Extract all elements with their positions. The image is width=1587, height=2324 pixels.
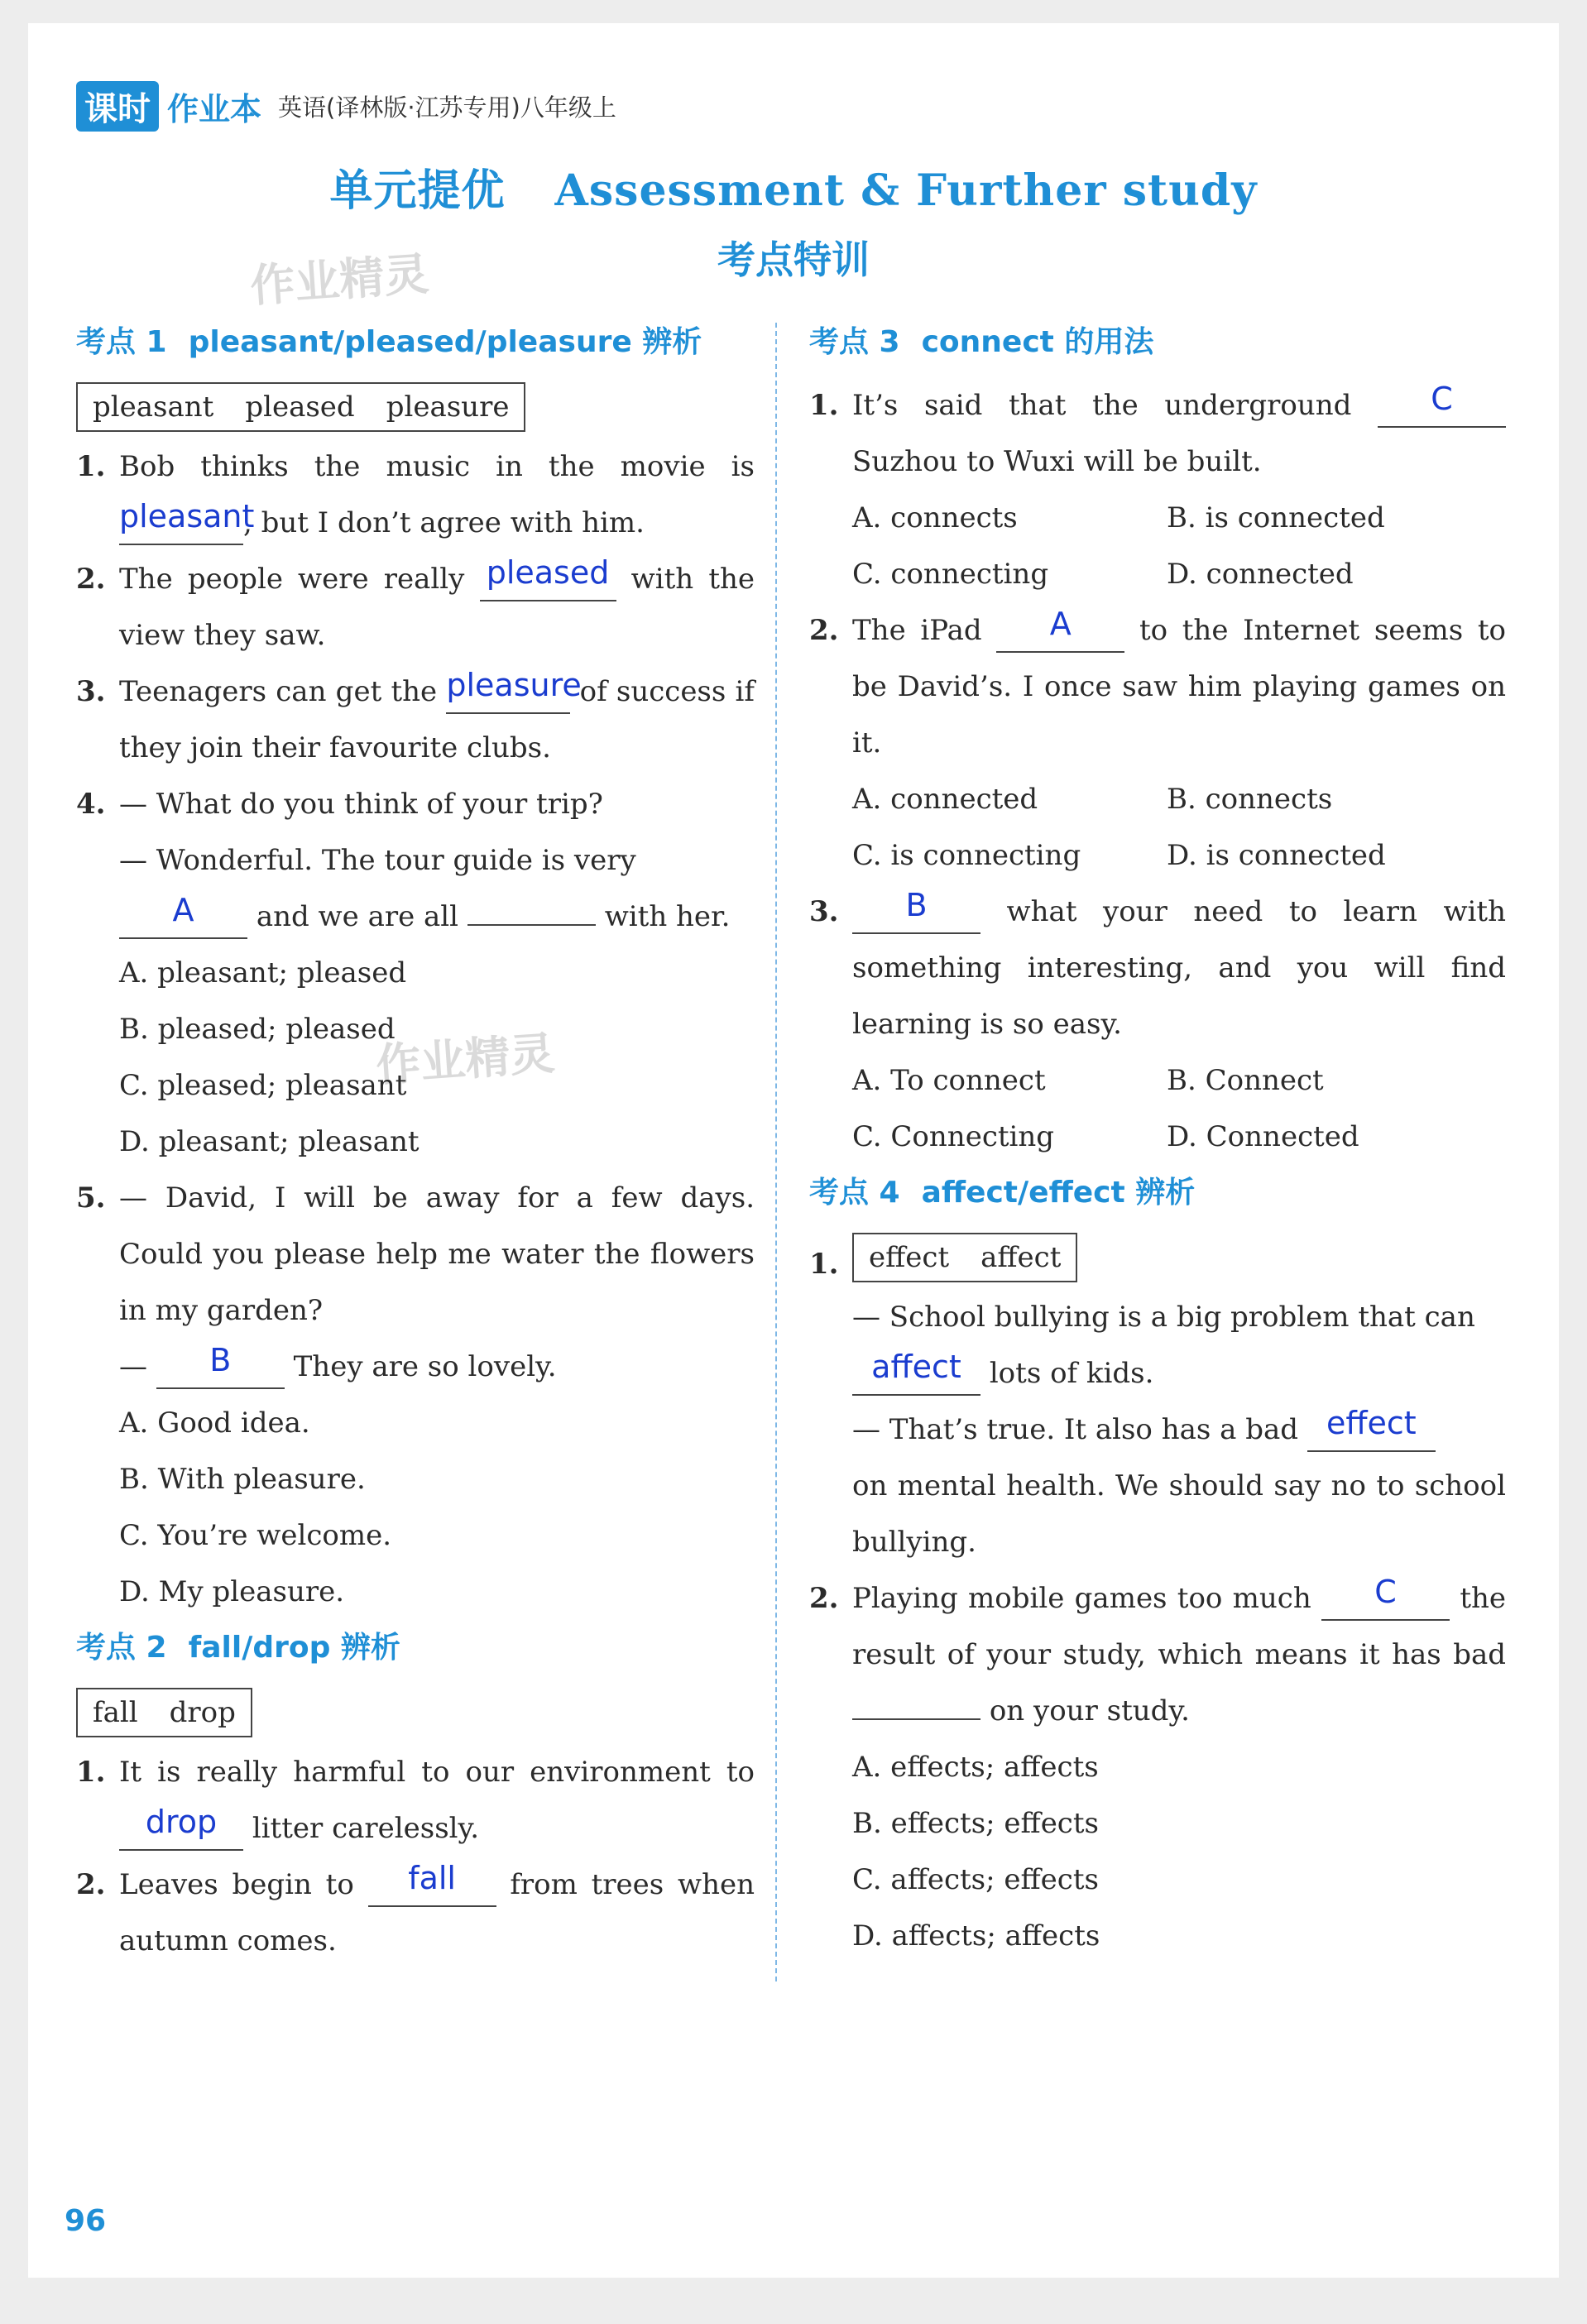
- question: 2. The iPad A to the Internet seems to be David’s. I once saw him playing games on it.: [809, 606, 1507, 759]
- watermark: 作业精灵: [248, 247, 431, 313]
- answer-blank[interactable]: pleased: [480, 557, 616, 601]
- options-row: [809, 490, 1506, 546]
- right-column: [809, 314, 1506, 1964]
- section-heading: 考点 4 affect/effect 辨析: [809, 1176, 1196, 1210]
- question: 3. B what your need to learn with something interesting, and you will find learning is so easy.: [809, 887, 1506, 1041]
- question-line: — Wonderful. The tour guide is very: [119, 844, 636, 877]
- option[interactable]: D. affects; affects: [852, 1919, 1100, 1953]
- section-heading: 考点 2 fall/drop 辨析: [76, 1631, 400, 1665]
- option[interactable]: A. connected: [852, 783, 1038, 816]
- option[interactable]: B. effects; effects: [852, 1807, 1099, 1840]
- question: 3. Teenagers can get the pleasure of success if they join their favourite clubs.: [76, 667, 755, 764]
- option[interactable]: C. Connecting: [852, 1120, 1055, 1153]
- question: 1. effect affect: [809, 1221, 1506, 1289]
- option[interactable]: C. affects; effects: [852, 1863, 1099, 1896]
- word-box: fall drop: [76, 1688, 252, 1737]
- title-en: Assessment & Further study: [554, 165, 1258, 216]
- options-row: [809, 771, 1506, 827]
- column-divider: [775, 323, 777, 1981]
- watermark: 作业精灵: [374, 1027, 557, 1092]
- option[interactable]: C. connecting: [852, 558, 1049, 591]
- brand-book: 作业本: [167, 91, 262, 127]
- answer-blank[interactable]: affect: [852, 1351, 980, 1396]
- option[interactable]: D. pleasant; pleasant: [119, 1125, 420, 1158]
- word-box: pleasant pleased pleasure: [76, 382, 525, 432]
- page-number: 96: [65, 2204, 107, 2238]
- page-title: [28, 156, 1559, 218]
- question-line: affect lots of kids.: [809, 1345, 1506, 1402]
- options-row: [809, 1052, 1506, 1109]
- answer-blank[interactable]: C: [1378, 383, 1506, 428]
- option[interactable]: A. To connect: [852, 1064, 1046, 1097]
- left-column: [76, 314, 755, 1969]
- option[interactable]: B. is connected: [1167, 501, 1385, 534]
- option[interactable]: A. connects: [852, 501, 1018, 534]
- answer-blank[interactable]: A: [996, 608, 1124, 653]
- question-line: — B They are so lovely.: [76, 1339, 755, 1395]
- question: 4. — What do you think of your trip?: [76, 788, 603, 821]
- option[interactable]: B. connects: [1167, 783, 1333, 816]
- option[interactable]: B. Connect: [1167, 1064, 1324, 1097]
- word-box: effect affect: [852, 1233, 1077, 1282]
- option[interactable]: C. pleased; pleasant: [119, 1069, 407, 1102]
- option[interactable]: A. Good idea.: [119, 1406, 310, 1440]
- options-row: [809, 1109, 1506, 1165]
- option[interactable]: D. Connected: [1167, 1120, 1359, 1153]
- question: 5. — David, I will be away for a few days. Could you please help me water the flowers in my garden?: [76, 1181, 755, 1327]
- question-line: — That’s true. It also has a bad effect: [809, 1402, 1506, 1458]
- options-row: [809, 827, 1506, 884]
- answer-blank[interactable]: pleasant: [119, 501, 243, 545]
- answer-blank[interactable]: effect: [1307, 1407, 1436, 1452]
- answer-blank[interactable]: [852, 1718, 980, 1720]
- question: 2. The people were really pleased with the view they saw.: [76, 554, 755, 652]
- question-line: A and we are all with her.: [76, 889, 755, 945]
- course-name: 英语(译林版·江苏专用)八年级上: [278, 93, 616, 122]
- question: 2. Playing mobile games too much C the result of your study, which means it has bad on your study.: [809, 1574, 1506, 1727]
- header-brand: [76, 81, 616, 132]
- page-subtitle: 考点特训: [717, 237, 870, 282]
- option[interactable]: B. pleased; pleased: [119, 1013, 396, 1046]
- section-heading: 考点 1 pleasant/pleased/pleasure 辨析: [76, 325, 702, 359]
- question: 1. It is really harmful to our environment to drop litter carelessly.: [76, 1744, 755, 1857]
- question: 2. Leaves begin to fall from trees when autumn comes.: [76, 1860, 755, 1957]
- workbook-page: [28, 23, 1559, 2278]
- option[interactable]: A. effects; affects: [852, 1751, 1099, 1784]
- question-line: — School bullying is a big problem that can: [852, 1301, 1475, 1334]
- option[interactable]: B. With pleasure.: [119, 1463, 366, 1496]
- option[interactable]: A. pleasant; pleased: [119, 956, 407, 989]
- title-cn: 单元提优: [329, 165, 506, 216]
- question: 1. It’s said that the underground C Suzhou to Wuxi will be built.: [809, 377, 1506, 490]
- question: 1. Bob thinks the music in the movie is pleasant, but I don’t agree with him.: [76, 438, 755, 551]
- answer-blank[interactable]: A: [119, 894, 247, 939]
- answer-blank[interactable]: pleasure: [446, 669, 570, 714]
- option[interactable]: D. is connected: [1167, 839, 1386, 872]
- answer-blank[interactable]: B: [156, 1344, 285, 1389]
- option[interactable]: C. You’re welcome.: [119, 1519, 392, 1552]
- option[interactable]: D. connected: [1167, 558, 1354, 591]
- section-heading: 考点 3 connect 的用法: [809, 325, 1154, 359]
- brand-logo: 课时: [76, 81, 159, 132]
- answer-blank[interactable]: fall: [368, 1862, 496, 1907]
- option[interactable]: C. is connecting: [852, 839, 1081, 872]
- answer-blank[interactable]: C: [1321, 1576, 1450, 1621]
- answer-blank[interactable]: drop: [119, 1806, 243, 1851]
- answer-blank[interactable]: [467, 924, 596, 926]
- question-line: on mental health. We should say no to school bullying.: [852, 1469, 1506, 1559]
- answer-blank[interactable]: B: [852, 889, 980, 934]
- options-row: [809, 546, 1506, 602]
- option[interactable]: D. My pleasure.: [119, 1575, 345, 1608]
